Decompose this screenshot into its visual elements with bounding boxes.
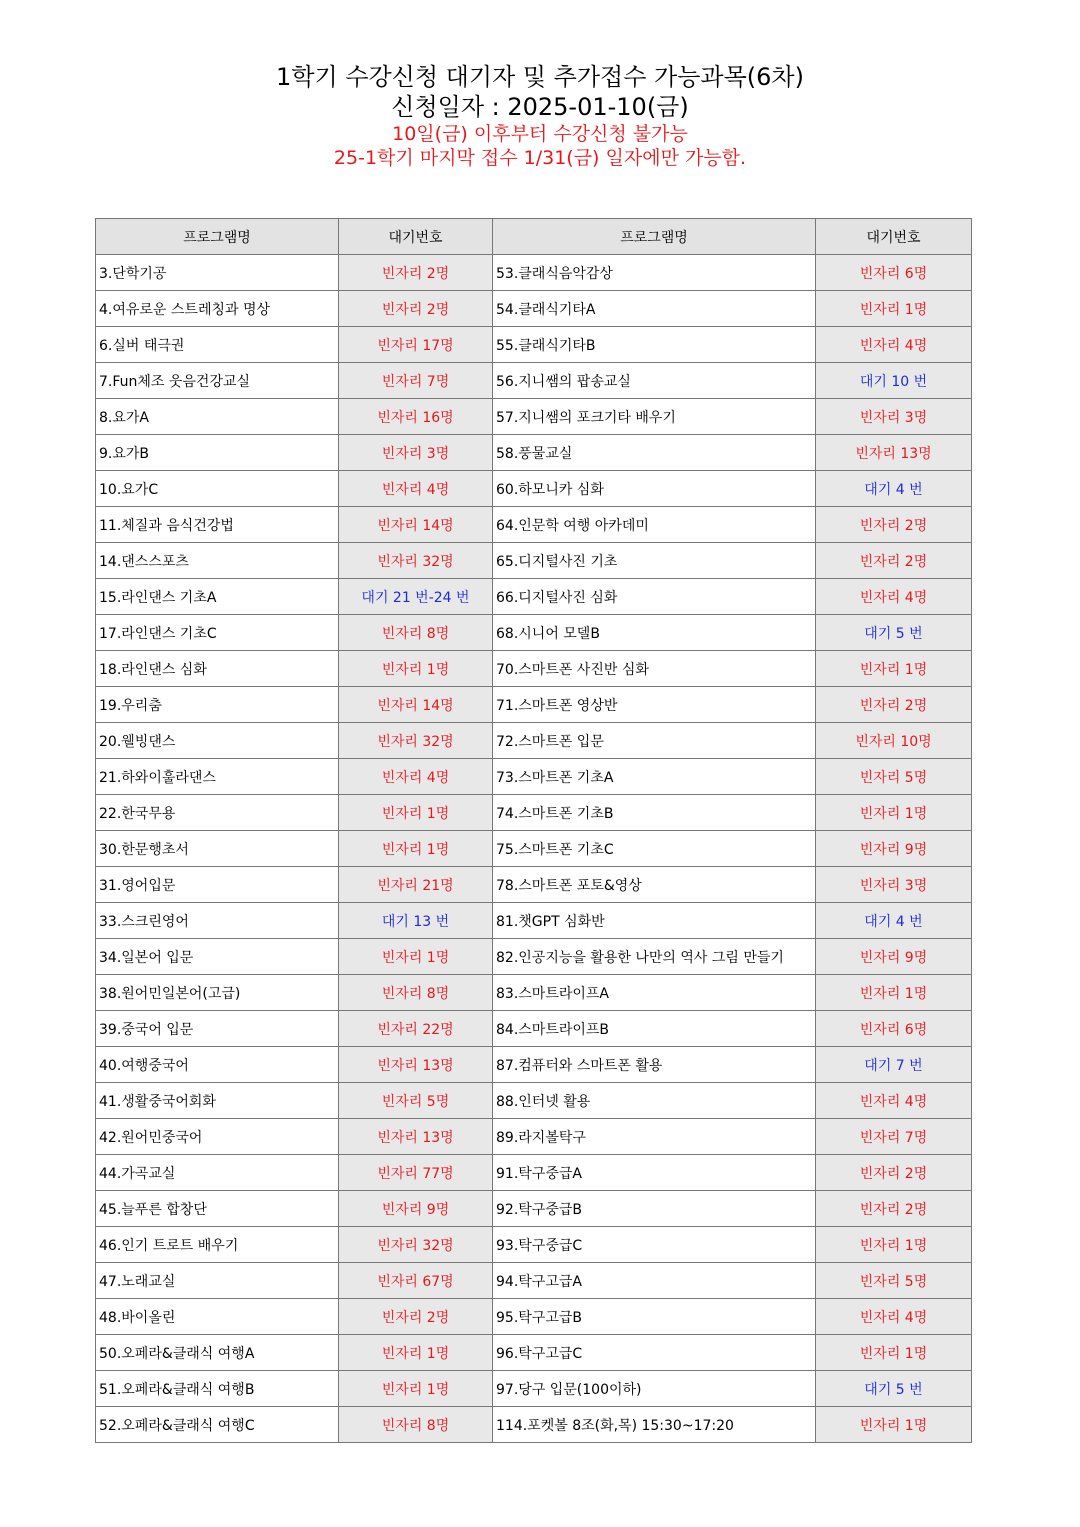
program-name-cell: 84.스마트라이프B — [493, 1011, 816, 1047]
status-cell: 빈자리 1명 — [339, 939, 493, 975]
program-name-cell: 96.탁구고급C — [493, 1335, 816, 1371]
table-row — [96, 1119, 972, 1155]
table-row — [96, 399, 972, 435]
status-cell: 빈자리 5명 — [816, 1263, 972, 1299]
program-name-cell: 95.탁구고급B — [493, 1299, 816, 1335]
status-cell: 빈자리 7명 — [816, 1119, 972, 1155]
program-name-cell: 18.라인댄스 심화 — [96, 651, 339, 687]
status-cell: 빈자리 1명 — [816, 1407, 972, 1443]
status-cell: 대기 5 번 — [816, 615, 972, 651]
status-cell: 빈자리 14명 — [339, 687, 493, 723]
status-cell: 빈자리 13명 — [339, 1119, 493, 1155]
status-cell: 빈자리 1명 — [339, 831, 493, 867]
status-cell: 빈자리 1명 — [816, 291, 972, 327]
program-name-cell: 21.하와이훌라댄스 — [96, 759, 339, 795]
program-name-cell: 7.Fun체조 웃음건강교실 — [96, 363, 339, 399]
program-name-cell: 9.요가B — [96, 435, 339, 471]
status-cell: 빈자리 8명 — [339, 975, 493, 1011]
program-name-cell: 34.일본어 입문 — [96, 939, 339, 975]
status-cell: 빈자리 9명 — [339, 1191, 493, 1227]
status-cell: 빈자리 1명 — [816, 975, 972, 1011]
program-name-cell: 75.스마트폰 기초C — [493, 831, 816, 867]
program-name-cell: 48.바이올린 — [96, 1299, 339, 1335]
status-cell: 빈자리 10명 — [816, 723, 972, 759]
program-name-cell: 6.실버 태극권 — [96, 327, 339, 363]
status-cell: 빈자리 32명 — [339, 543, 493, 579]
program-name-cell: 54.클래식기타A — [493, 291, 816, 327]
status-cell: 빈자리 1명 — [339, 795, 493, 831]
table-row — [96, 543, 972, 579]
program-name-cell: 46.인기 트로트 배우기 — [96, 1227, 339, 1263]
table-row — [96, 1083, 972, 1119]
table-header-row — [96, 219, 972, 255]
status-cell: 빈자리 4명 — [339, 471, 493, 507]
table-row — [96, 471, 972, 507]
table-row — [96, 1047, 972, 1083]
status-cell: 빈자리 7명 — [339, 363, 493, 399]
program-name-cell: 3.단학기공 — [96, 255, 339, 291]
program-name-cell: 11.체질과 음식건강법 — [96, 507, 339, 543]
table-row — [96, 507, 972, 543]
status-cell: 빈자리 32명 — [339, 1227, 493, 1263]
program-name-cell: 92.탁구중급B — [493, 1191, 816, 1227]
program-name-cell: 73.스마트폰 기초A — [493, 759, 816, 795]
program-name-cell: 71.스마트폰 영상반 — [493, 687, 816, 723]
status-cell: 빈자리 1명 — [339, 651, 493, 687]
status-cell: 빈자리 21명 — [339, 867, 493, 903]
status-cell: 빈자리 4명 — [339, 759, 493, 795]
status-cell: 빈자리 8명 — [339, 615, 493, 651]
program-name-cell: 65.디지털사진 기초 — [493, 543, 816, 579]
program-name-cell: 87.컴퓨터와 스마트폰 활용 — [493, 1047, 816, 1083]
status-cell: 빈자리 3명 — [339, 435, 493, 471]
table-row — [96, 867, 972, 903]
program-name-cell: 20.웰빙댄스 — [96, 723, 339, 759]
program-name-cell: 47.노래교실 — [96, 1263, 339, 1299]
program-name-cell: 74.스마트폰 기초B — [493, 795, 816, 831]
status-cell: 빈자리 77명 — [339, 1155, 493, 1191]
program-name-cell: 66.디지털사진 심화 — [493, 579, 816, 615]
program-name-cell: 39.중국어 입문 — [96, 1011, 339, 1047]
status-cell: 빈자리 4명 — [816, 327, 972, 363]
status-cell: 빈자리 14명 — [339, 507, 493, 543]
table-row — [96, 831, 972, 867]
notice-last-registration: 25-1학기 마지막 접수 1/31(금) 일자에만 가능함. — [333, 147, 747, 169]
program-name-cell: 15.라인댄스 기초A — [96, 579, 339, 615]
status-cell: 빈자리 2명 — [816, 543, 972, 579]
status-cell: 빈자리 4명 — [816, 579, 972, 615]
program-name-cell: 56.지니쌤의 팝송교실 — [493, 363, 816, 399]
table-row — [96, 723, 972, 759]
program-name-cell: 42.원어민중국어 — [96, 1119, 339, 1155]
table-row — [96, 1371, 972, 1407]
table-row — [96, 903, 972, 939]
program-name-cell: 68.시니어 모델B — [493, 615, 816, 651]
status-cell: 대기 4 번 — [816, 903, 972, 939]
status-cell: 빈자리 67명 — [339, 1263, 493, 1299]
table-row — [96, 579, 972, 615]
table-row — [96, 975, 972, 1011]
status-cell: 빈자리 6명 — [816, 1011, 972, 1047]
status-cell: 빈자리 17명 — [339, 327, 493, 363]
program-name-cell: 78.스마트폰 포토&영상 — [493, 867, 816, 903]
program-name-cell: 8.요가A — [96, 399, 339, 435]
table-row — [96, 939, 972, 975]
status-cell: 빈자리 22명 — [339, 1011, 493, 1047]
program-name-cell: 14.댄스스포츠 — [96, 543, 339, 579]
status-cell: 대기 4 번 — [816, 471, 972, 507]
status-cell: 빈자리 13명 — [816, 435, 972, 471]
status-cell: 빈자리 32명 — [339, 723, 493, 759]
table-row — [96, 1155, 972, 1191]
table-row — [96, 291, 972, 327]
status-cell: 빈자리 3명 — [816, 399, 972, 435]
status-cell: 빈자리 1명 — [339, 1335, 493, 1371]
program-name-cell: 38.원어민일본어(고급) — [96, 975, 339, 1011]
program-name-cell: 55.클래식기타B — [493, 327, 816, 363]
program-name-cell: 88.인터넷 활용 — [493, 1083, 816, 1119]
program-name-cell: 97.당구 입문(100이하) — [493, 1371, 816, 1407]
program-name-cell: 60.하모니카 심화 — [493, 471, 816, 507]
status-cell: 빈자리 16명 — [339, 399, 493, 435]
status-cell: 대기 13 번 — [339, 903, 493, 939]
status-cell: 빈자리 6명 — [816, 255, 972, 291]
status-cell: 빈자리 5명 — [339, 1083, 493, 1119]
program-name-cell: 33.스크린영어 — [96, 903, 339, 939]
program-name-cell: 44.가곡교실 — [96, 1155, 339, 1191]
table-row — [96, 615, 972, 651]
table-row — [96, 687, 972, 723]
status-cell: 대기 21 번-24 번 — [339, 579, 493, 615]
program-name-cell: 93.탁구중급C — [493, 1227, 816, 1263]
course-table — [95, 218, 972, 1443]
program-name-cell: 94.탁구고급A — [493, 1263, 816, 1299]
program-name-cell: 40.여행중국어 — [96, 1047, 339, 1083]
table-row — [96, 1263, 972, 1299]
header-program-name-right: 프로그램명 — [493, 219, 816, 255]
program-name-cell: 4.여유로운 스트레칭과 명상 — [96, 291, 339, 327]
table-row — [96, 1299, 972, 1335]
status-cell: 빈자리 1명 — [816, 1335, 972, 1371]
status-cell: 빈자리 2명 — [339, 255, 493, 291]
table-row — [96, 327, 972, 363]
status-cell: 빈자리 2명 — [816, 1191, 972, 1227]
program-name-cell: 52.오페라&클래식 여행C — [96, 1407, 339, 1443]
program-name-cell: 41.생활중국어회화 — [96, 1083, 339, 1119]
status-cell: 빈자리 2명 — [816, 687, 972, 723]
program-name-cell: 51.오페라&클래식 여행B — [96, 1371, 339, 1407]
program-name-cell: 70.스마트폰 사진반 심화 — [493, 651, 816, 687]
table-row — [96, 759, 972, 795]
program-name-cell: 50.오페라&클래식 여행A — [96, 1335, 339, 1371]
program-name-cell: 53.클래식음악감상 — [493, 255, 816, 291]
status-cell: 빈자리 2명 — [816, 1155, 972, 1191]
program-name-cell: 58.풍물교실 — [493, 435, 816, 471]
program-name-cell: 31.영어입문 — [96, 867, 339, 903]
status-cell: 빈자리 8명 — [339, 1407, 493, 1443]
program-name-cell: 17.라인댄스 기초C — [96, 615, 339, 651]
header-waitlist-number-right: 대기번호 — [816, 219, 972, 255]
status-cell: 빈자리 13명 — [339, 1047, 493, 1083]
program-name-cell: 30.한문행초서 — [96, 831, 339, 867]
header-program-name-left: 프로그램명 — [96, 219, 339, 255]
status-cell: 빈자리 4명 — [816, 1299, 972, 1335]
table-row — [96, 1227, 972, 1263]
document-header — [0, 62, 1080, 170]
table-row — [96, 1011, 972, 1047]
program-name-cell: 57.지니쌤의 포크기타 배우기 — [493, 399, 816, 435]
status-cell: 빈자리 1명 — [816, 795, 972, 831]
program-name-cell: 82.인공지능을 활용한 나만의 역사 그림 만들기 — [493, 939, 816, 975]
status-cell: 대기 7 번 — [816, 1047, 972, 1083]
program-name-cell: 72.스마트폰 입문 — [493, 723, 816, 759]
status-cell: 빈자리 2명 — [816, 507, 972, 543]
table-row — [96, 1191, 972, 1227]
table-row — [96, 255, 972, 291]
status-cell: 빈자리 2명 — [339, 291, 493, 327]
program-name-cell: 89.라지볼탁구 — [493, 1119, 816, 1155]
status-cell: 빈자리 1명 — [816, 1227, 972, 1263]
status-cell: 빈자리 1명 — [816, 651, 972, 687]
program-name-cell: 10.요가C — [96, 471, 339, 507]
status-cell: 빈자리 9명 — [816, 831, 972, 867]
table-body — [96, 255, 972, 1443]
notice-deadline: 10일(금) 이후부터 수강신청 불가능 — [392, 123, 688, 145]
program-name-cell: 45.늘푸른 합창단 — [96, 1191, 339, 1227]
program-name-cell: 114.포켓볼 8조(화,목) 15:30~17:20 — [493, 1407, 816, 1443]
program-name-cell: 64.인문학 여행 아카데미 — [493, 507, 816, 543]
application-date: 신청일자 : 2025-01-10(금) — [391, 93, 689, 121]
page-title: 1학기 수강신청 대기자 및 추가접수 가능과목(6차) — [276, 63, 804, 91]
table-row — [96, 651, 972, 687]
status-cell: 빈자리 2명 — [339, 1299, 493, 1335]
program-name-cell: 83.스마트라이프A — [493, 975, 816, 1011]
table-row — [96, 795, 972, 831]
status-cell: 빈자리 9명 — [816, 939, 972, 975]
status-cell: 대기 10 번 — [816, 363, 972, 399]
status-cell: 빈자리 4명 — [816, 1083, 972, 1119]
table-row — [96, 363, 972, 399]
header-waitlist-number-left: 대기번호 — [339, 219, 493, 255]
status-cell: 대기 5 번 — [816, 1371, 972, 1407]
program-name-cell: 91.탁구중급A — [493, 1155, 816, 1191]
table-row — [96, 1407, 972, 1443]
program-name-cell: 81.챗GPT 심화반 — [493, 903, 816, 939]
program-name-cell: 22.한국무용 — [96, 795, 339, 831]
program-name-cell: 19.우리춤 — [96, 687, 339, 723]
table-row — [96, 1335, 972, 1371]
status-cell: 빈자리 1명 — [339, 1371, 493, 1407]
table-row — [96, 435, 972, 471]
status-cell: 빈자리 3명 — [816, 867, 972, 903]
status-cell: 빈자리 5명 — [816, 759, 972, 795]
